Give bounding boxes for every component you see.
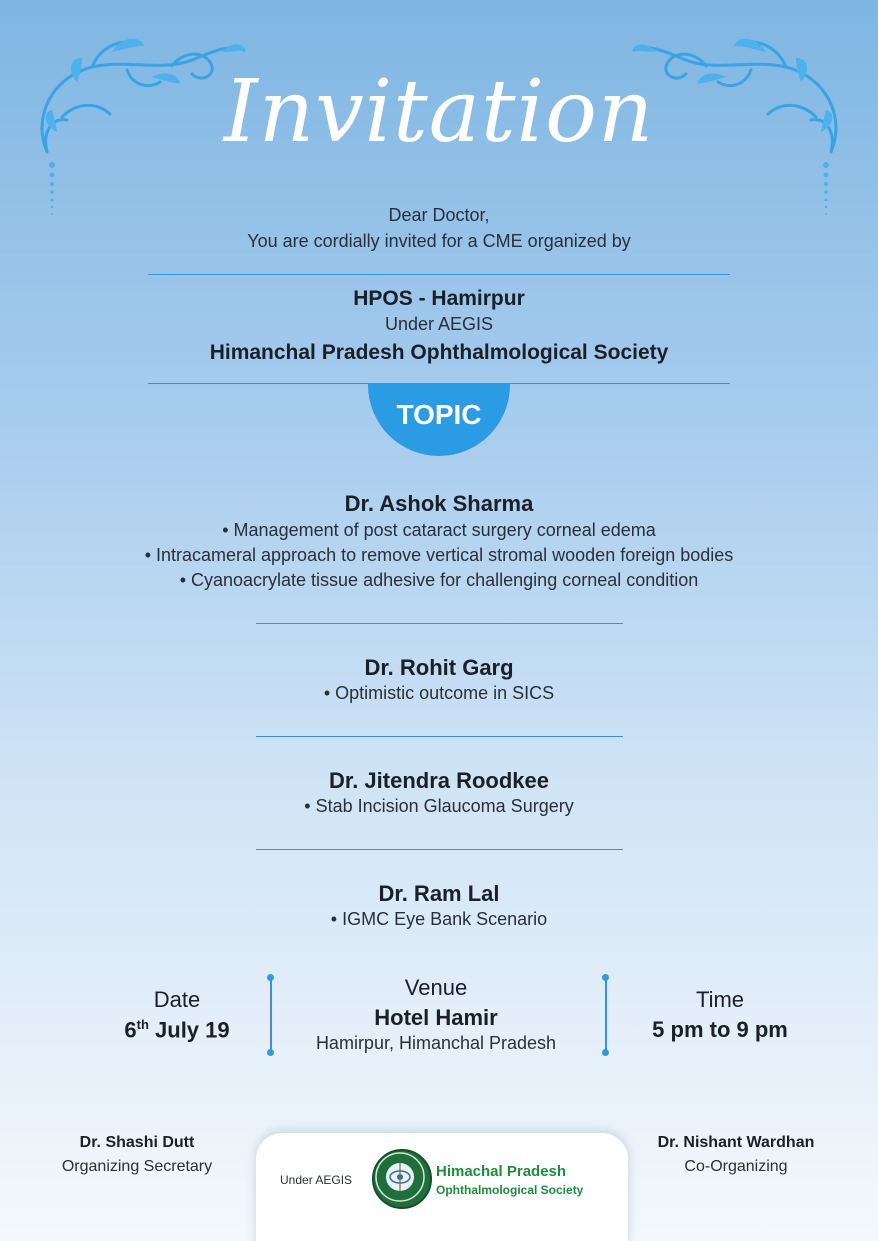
divider — [256, 623, 623, 624]
logo-text-line-1: Himachal Pradesh — [436, 1163, 567, 1180]
speaker-name: Dr. Ashok Sharma — [344, 491, 534, 516]
speaker-topic: • Management of post cataract surgery corneal edema — [222, 520, 656, 540]
invitation-title: Invitation — [223, 62, 655, 162]
divider-dot — [267, 1049, 274, 1056]
organizer-name: HPOS - Hamirpur — [353, 287, 525, 310]
venue-name: Hotel Hamir — [374, 1005, 498, 1030]
speaker-name: Dr. Ram Lal — [378, 881, 500, 906]
divider — [148, 274, 730, 275]
divider — [256, 849, 623, 850]
speaker-topic: • IGMC Eye Bank Scenario — [330, 909, 548, 929]
logo-text-line-2: Ophthalmological Society — [436, 1183, 584, 1197]
speaker-topic: • Cyanoacrylate tissue adhesive for challenging corneal condition — [179, 570, 699, 590]
left-signatory-role: Organizing Secretary — [61, 1158, 213, 1175]
divider — [256, 736, 623, 737]
organizer-society: Himanchal Pradesh Ophthalmological Society — [209, 341, 669, 364]
date-day: 6 — [124, 1017, 137, 1043]
time-value: 5 pm to 9 pm — [652, 1017, 788, 1042]
right-signatory-role: Co-Organizing — [684, 1158, 788, 1175]
time-label: Time — [695, 987, 745, 1012]
date-label: Date — [153, 987, 201, 1012]
organizer-under: Under AEGIS — [384, 314, 494, 334]
venue-label: Venue — [404, 975, 468, 1000]
venue-place: Hamirpur, Himanchal Pradesh — [315, 1033, 557, 1053]
speaker-name: Dr. Rohit Garg — [364, 655, 514, 680]
left-signatory-name: Dr. Shashi Dutt — [79, 1134, 195, 1151]
speaker-topic: • Stab Incision Glaucoma Surgery — [304, 796, 574, 816]
vertical-divider — [270, 980, 272, 1050]
speaker-topic: • Optimistic outcome in SICS — [323, 683, 555, 703]
divider-dot — [602, 1049, 609, 1056]
date-suffix: th — [136, 1017, 149, 1032]
greeting-line-1: Dear Doctor, — [388, 205, 490, 225]
speaker-topic: • Intracameral approach to remove vertical stromal wooden foreign bodies — [144, 545, 734, 565]
topic-badge: TOPIC — [368, 383, 510, 456]
speaker-name: Dr. Jitendra Roodkee — [328, 768, 550, 793]
greeting-line-2: You are cordially invited for a CME organized by — [247, 231, 631, 251]
footer-under-text: Under AEGIS — [280, 1173, 353, 1187]
footer-logo-card — [256, 1133, 628, 1241]
date-value — [77, 1017, 277, 1043]
vertical-divider — [605, 980, 607, 1050]
society-logo-icon — [372, 1149, 432, 1209]
right-signatory-name: Dr. Nishant Wardhan — [657, 1134, 815, 1151]
date-rest: July 19 — [155, 1017, 230, 1043]
